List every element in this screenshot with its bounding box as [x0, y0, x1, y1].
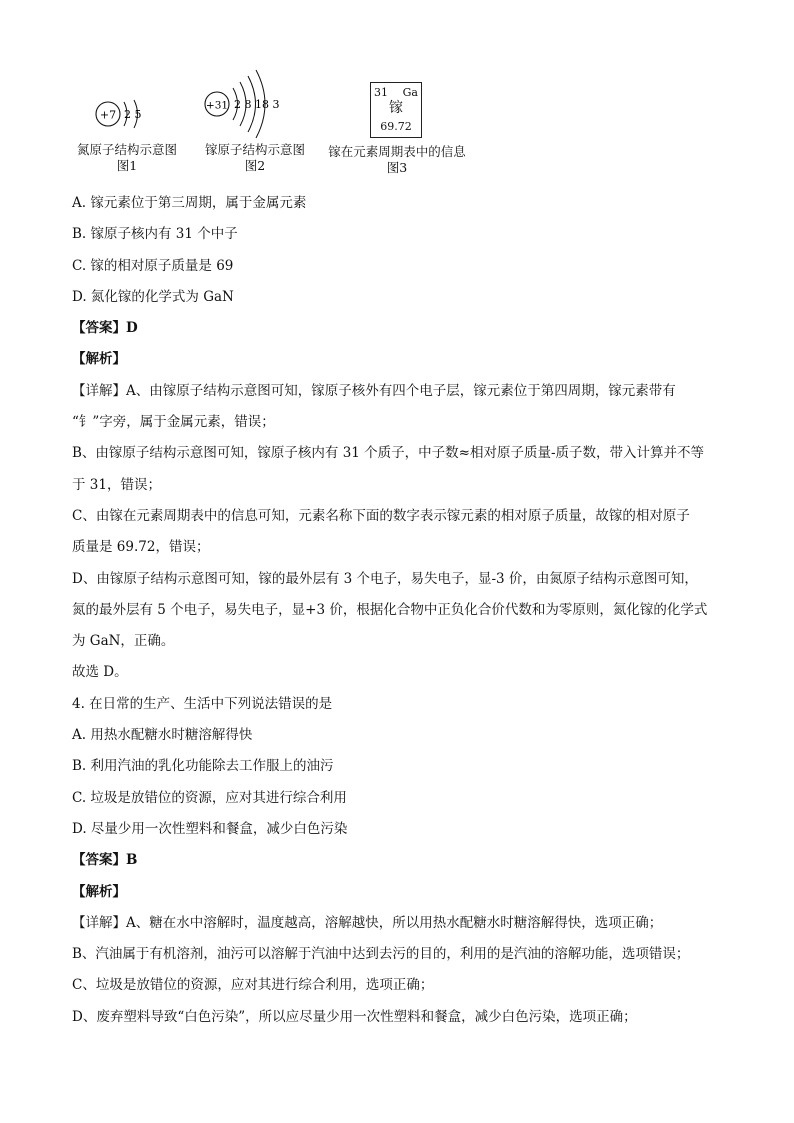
explanation-line: D、废弃塑料导致“白色污染”，所以应尽量少用一次性塑料和餐盒，减少白色污染，选项正确； [72, 1008, 637, 1025]
analysis-label: 【解析】 [72, 351, 126, 368]
explanation-line: 【详解】A、由镓原子结构示意图可知，镓原子核外有四个电子层，镓元素位于第四周期，镓元素带有 [72, 382, 676, 399]
document-body [72, 193, 732, 1038]
nitrogen-nucleus-charge: +7 [99, 108, 117, 122]
atomic-number: 31 [374, 86, 388, 99]
figure-1-label: 图1 [116, 158, 138, 173]
answer-label: 【答案】D [72, 320, 138, 337]
explanation-line: “钅”字旁，属于金属元素，错误； [72, 414, 275, 431]
option-a: A. 用热水配糖水时糖溶解得快 [72, 727, 253, 744]
explanation-line: 【详解】A、糖在水中溶解时，温度越高，溶解越快，所以用热水配糖水时糖溶解得快，选项正确； [72, 914, 663, 931]
periodic-caption: 镓在元素周期表中的信息 [328, 144, 466, 159]
option-a: A. 镓元素位于第三周期，属于金属元素 [72, 195, 307, 211]
explanation-line: 质量是 69.72，错误； [72, 539, 210, 556]
conclusion-line: 故选 D。 [72, 664, 128, 681]
explanation-line: 为 GaN，正确。 [72, 633, 175, 650]
figure-row [72, 62, 492, 192]
option-b: B. 镓原子核内有 31 个中子 [72, 226, 238, 243]
atomic-mass: 69.72 [380, 120, 412, 133]
periodic-caption-block [322, 144, 472, 176]
nitrogen-structure-figure [72, 62, 182, 174]
periodic-table-tile [370, 82, 422, 138]
gallium-nucleus-charge: +31 [205, 99, 229, 112]
element-name: 镓 [389, 100, 403, 116]
explanation-line: B、汽油属于有机溶剂，油污可以溶解于汽油中达到去污的目的，利用的是汽油的溶解功能，选项错误； [72, 946, 690, 963]
figure-3-label: 图3 [386, 160, 408, 175]
explanation-line: 于 31，错误； [72, 476, 161, 493]
option-d: D. 氮化镓的化学式为 GaN [72, 288, 234, 305]
explanation-line: B、由镓原子结构示意图可知，镓原子核内有 31 个质子，中子数≈相对原子质量-质子数，带入计算并不等 [72, 445, 705, 462]
option-d: D. 尽量少用一次性塑料和餐盒，减少白色污染 [72, 820, 348, 837]
option-b: B. 利用汽油的乳化功能除去工作服上的油污 [72, 758, 334, 775]
explanation-line: C、垃圾是放错位的资源，应对其进行综合利用，选项正确； [72, 977, 434, 994]
element-symbol: Ga [402, 86, 418, 99]
gallium-structure-diagram [200, 62, 310, 142]
analysis-label: 【解析】 [72, 883, 126, 900]
figure-2-label: 图2 [244, 158, 266, 173]
gallium-shell-numbers: 2 8 18 3 [234, 98, 280, 111]
gallium-structure-figure [200, 62, 310, 174]
explanation-line: C、由镓在元素周期表中的信息可知，元素名称下面的数字表示镓元素的相对原子质量，故镓的相对原子 [72, 507, 690, 524]
nitrogen-caption: 氮原子结构示意图 [76, 142, 177, 157]
answer-label: 【答案】B [72, 852, 138, 869]
question-4-stem: 4. 在日常的生产、生活中下列说法错误的是 [72, 695, 333, 712]
nitrogen-structure-diagram [72, 62, 182, 142]
nitrogen-shell-numbers: 2 5 [124, 108, 142, 121]
option-c: C. 垃圾是放错位的资源，应对其进行综合利用 [72, 789, 347, 806]
explanation-line: D、由镓原子结构示意图可知，镓的最外层有 3 个电子，易失电子，显-3 价，由氮原子结构示意图可知， [72, 570, 698, 587]
gallium-caption: 镓原子结构示意图 [204, 142, 305, 157]
option-c: C. 镓的相对原子质量是 69 [72, 257, 234, 274]
explanation-line: 氮的最外层有 5 个电子，易失电子，显+3 价，根据化合物中正负化合价代数和为零原则，氮化镓的化学式 [72, 601, 708, 618]
